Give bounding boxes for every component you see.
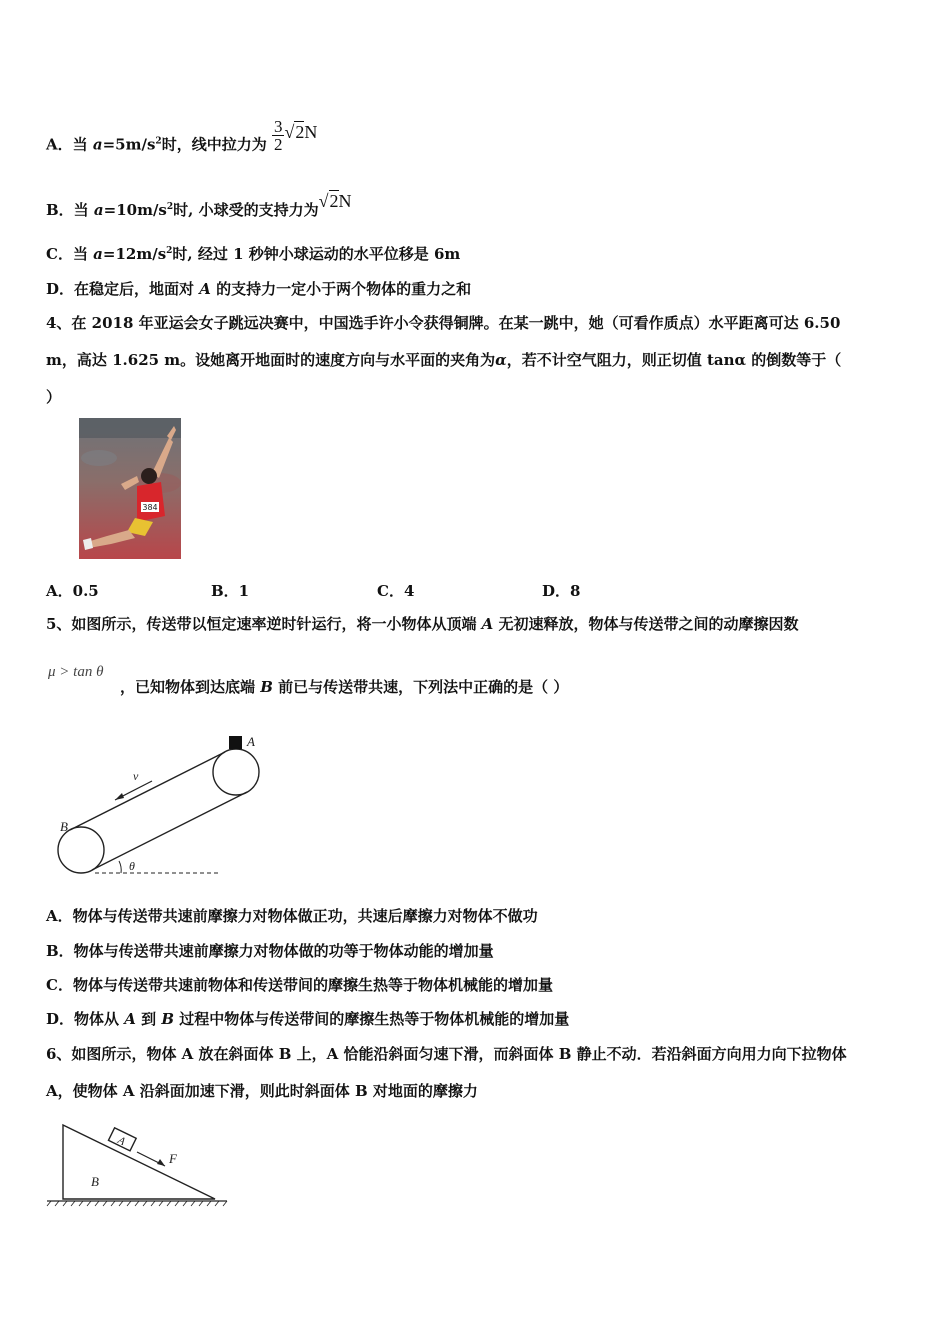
athlete-head — [141, 468, 157, 484]
label-b: B — [60, 819, 68, 834]
q5-option-b: B．物体与传送带共速前摩擦力对物体做的功等于物体动能的增加量 — [46, 942, 494, 960]
q4-stem-line2 — [46, 350, 841, 370]
block-a — [229, 736, 242, 749]
q4-stem-line3: ） — [46, 388, 62, 406]
q3-option-b-value: =10m/s — [103, 201, 167, 219]
q3-option-c-var: a — [93, 245, 103, 263]
q5-point-b: B — [260, 678, 273, 696]
q3-option-c-sup: 2 — [166, 246, 173, 256]
belt-upper — [70, 752, 225, 830]
belt-lower — [92, 792, 247, 870]
q5-option-d — [46, 1009, 569, 1029]
q5-option-d-point-b: B — [161, 1010, 175, 1028]
q3-option-c — [46, 244, 460, 264]
q3-option-a-tail: 时，线中拉力为 — [161, 135, 267, 154]
q6-stem-line2: A，使物体 A 沿斜面加速下滑，则此时斜面体 B 对地面的摩擦力 — [46, 1082, 478, 1100]
sqrt-radicand: 2 — [295, 121, 305, 142]
q5-option-c: C．物体与传送带共速前物体和传送带间的摩擦生热等于物体机械能的增加量 — [46, 976, 553, 994]
block-a — [108, 1128, 136, 1152]
long-jump-photo — [79, 418, 181, 559]
crowd-blur — [81, 450, 117, 466]
incline-figure — [45, 1120, 230, 1210]
q3-option-b-sup: 2 — [166, 202, 174, 212]
q3-option-a — [46, 117, 318, 163]
force-arrowhead — [157, 1159, 165, 1166]
q3-option-d-prefix: D．在稳定后，地面对 — [46, 280, 200, 298]
q3-option-d-var: A — [199, 280, 211, 298]
q3-option-b — [46, 191, 352, 220]
q3-option-d-tail: 的支持力一定小于两个物体的重力之和 — [210, 280, 472, 298]
q5-option-d-c: 过程中物体与传送带间的摩擦生热等于物体机械能的增加量 — [174, 1010, 570, 1028]
q5-stem-line2 — [120, 677, 568, 697]
q4-stem-line1: 4、在 2018 年亚运会女子跳远决赛中，中国选手许小令获得铜牌。在某一跳中，她（可看作质点）水平距离可达 6.50 — [46, 314, 841, 332]
q3-option-c-prefix: C．当 — [46, 245, 94, 263]
q4-stem-line2-tail: ，若不计空气阻力，则正切值 tanα 的倒数等于（ — [506, 351, 842, 369]
q5-option-a: A．物体与传送带共速前摩擦力对物体做正功，共速后摩擦力对物体不做功 — [46, 907, 538, 925]
label-b: B — [91, 1174, 99, 1189]
q4-angle-var: α — [495, 351, 507, 369]
q3-option-a-value: =5m/s — [102, 135, 156, 154]
bib-number: 384 — [142, 503, 158, 512]
q5-stem-line2-b: 前已与传送带共速，下列法中正确的是（ ） — [272, 678, 569, 696]
q5-option-d-a: D．物体从 — [46, 1010, 125, 1028]
q3-option-b-tail: 时, 小球受的支持力为 — [173, 201, 319, 219]
unit: N — [304, 121, 318, 142]
label-a: A — [247, 734, 255, 749]
q5-stem-line1-a: 5、如图所示，传送带以恒定速率逆时针运行，将一小物体从顶端 — [46, 615, 482, 633]
conveyor-belt-figure — [55, 730, 270, 880]
q3-option-a-var: a — [92, 135, 103, 154]
q3-option-b-var: a — [93, 201, 104, 219]
q4-option-b: B．1 — [211, 582, 250, 600]
stadium-stands — [79, 418, 181, 438]
ground-hatching — [47, 1201, 227, 1206]
q5-stem-line1-b: 无初速释放，物体与传送带之间的动摩擦因数 — [493, 615, 799, 633]
label-v: v — [133, 769, 139, 783]
label-f: F — [169, 1151, 177, 1166]
fraction — [272, 118, 285, 153]
q3-option-c-value: =12m/s — [102, 245, 167, 263]
q4-stem-line2-text: m，高达 1.625 m。设她离开地面时的速度方向与水平面的夹角为 — [46, 351, 496, 369]
q3-option-c-tail: 时, 经过 1 秒钟小球运动的水平位移是 6m — [172, 245, 461, 263]
long-jump-photo-svg — [79, 418, 181, 559]
q5-point-a: A — [481, 615, 494, 633]
label-theta: θ — [129, 859, 135, 873]
q5-condition-formula: μ > tan θ — [48, 664, 104, 680]
q6-stem-line1: 6、如图所示，物体 A 放在斜面体 B 上，A 恰能沿斜面匀速下滑，而斜面体 B 静止不动．若沿斜面方向用力向下拉物体 — [46, 1045, 847, 1063]
angle-arc — [119, 861, 121, 873]
q5-option-d-point-a: A — [124, 1010, 136, 1028]
sqrt-radicand: 2 — [329, 191, 339, 211]
fraction-denominator: 2 — [273, 135, 283, 154]
label-a: A — [115, 1134, 128, 1148]
sqrt: √2N — [284, 121, 318, 142]
q5-stem-line1 — [46, 614, 799, 634]
unit: N — [338, 191, 352, 211]
q3-option-a-prefix: A．当 — [46, 135, 93, 154]
fraction-numerator: 3 — [273, 117, 283, 136]
q3-option-d — [46, 279, 471, 299]
velocity-arrowhead — [115, 793, 124, 800]
q5-stem-line2-a: ，已知物体到达底端 — [120, 678, 261, 696]
q4-option-c: C．4 — [377, 582, 415, 600]
top-pulley — [213, 749, 259, 795]
q3-option-a-sup: 2 — [155, 136, 162, 147]
q4-option-d: D．8 — [542, 582, 581, 600]
q3-option-b-prefix: B．当 — [46, 201, 94, 219]
incline-b — [63, 1125, 215, 1199]
sqrt: √2N — [318, 191, 352, 211]
q5-option-d-b: 到 — [135, 1010, 162, 1028]
q4-option-a: A．0.5 — [46, 582, 99, 600]
